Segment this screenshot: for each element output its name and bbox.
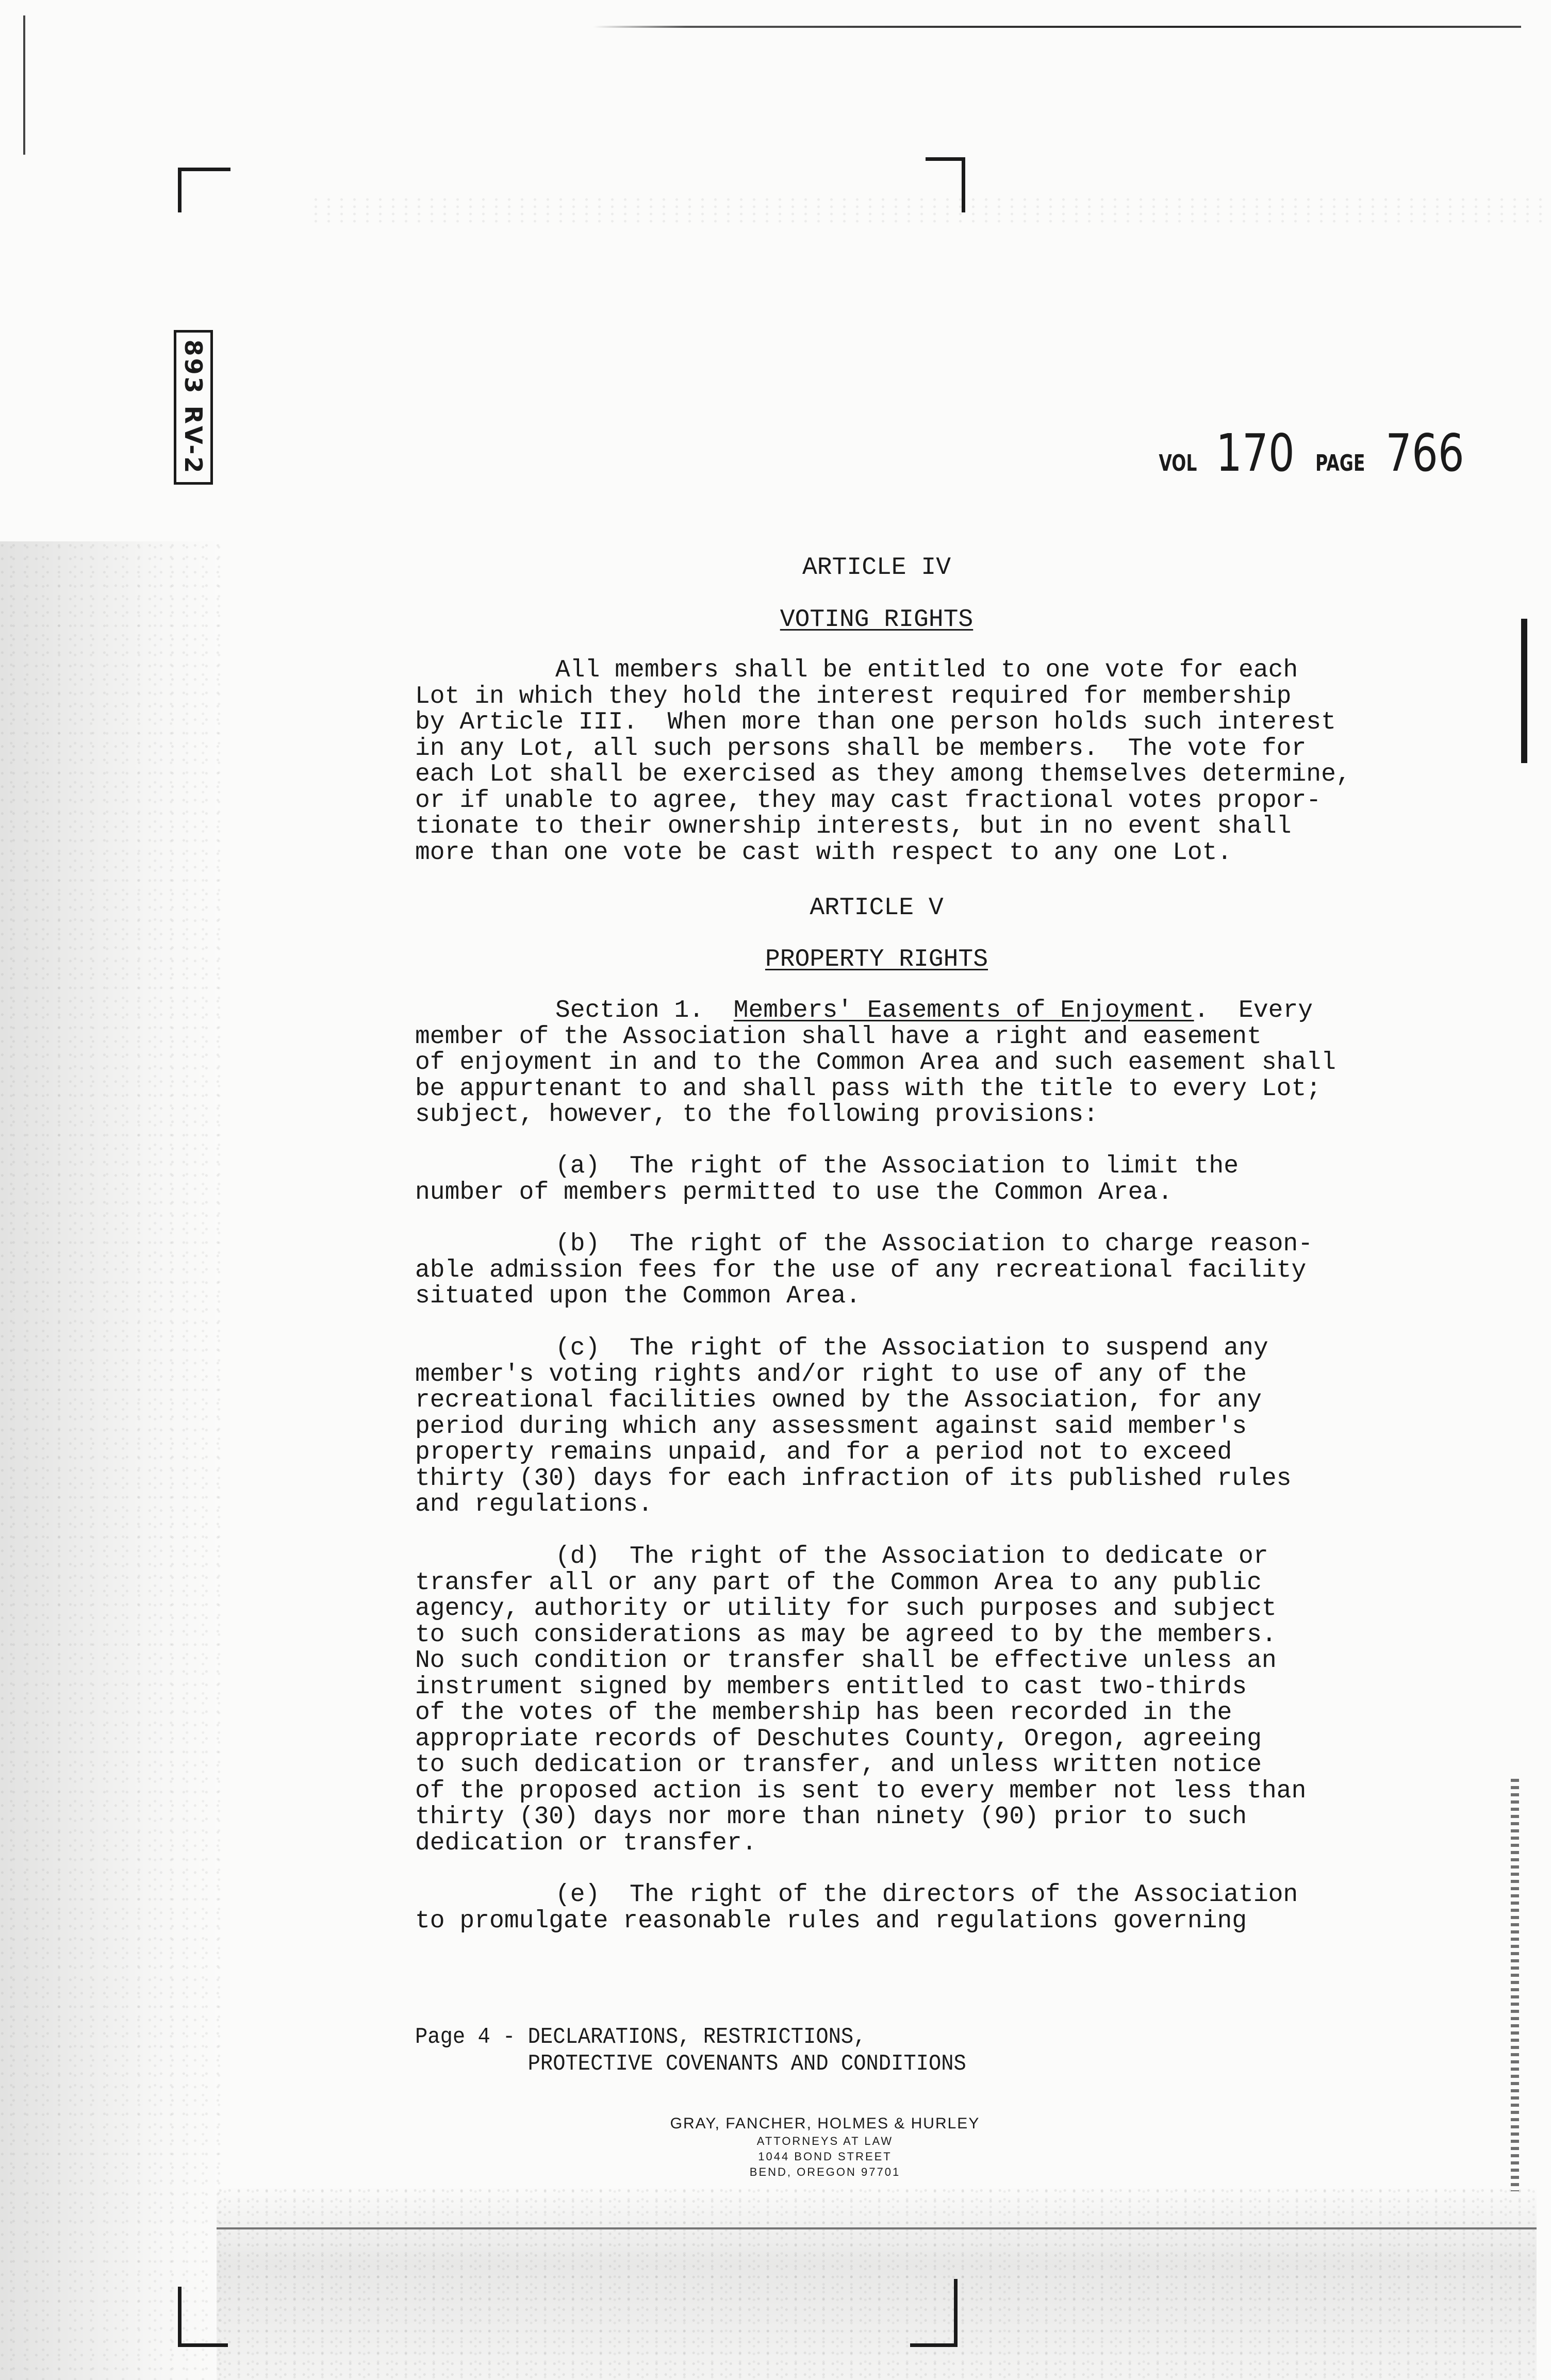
left-edge-line xyxy=(23,15,25,155)
firm-line-2: 1044 BOND STREET xyxy=(758,2150,892,2163)
page-label: PAGE xyxy=(1315,450,1365,476)
article-4-paragraph: All members shall be entitled to one vote for each Lot in which they hold the interest required for membership by Article III. When more than one person holds such interest in any Lot, all such persons shall be members. The vote for each Lot shall be exercised as they among themselves determine, or if unable to agree, they may cast fractional votes propor- tionate to their ownership interests, but in no event shall more than one vote be cast with respect to any one Lot. xyxy=(415,656,1351,867)
vol-page-stamp xyxy=(1152,423,1474,483)
provision-a: (a) The right of the Association to limit the number of members permitted to use the Common Area. xyxy=(415,1152,1239,1206)
provision-d: (d) The right of the Association to dedicate or transfer all or any part of the Common Area to any public agency, authority or utility for such purposes and subject to such considerations as may be agreed to by the members. No such condition or transfer shall be effective unless an instrument signed by members entitled to cast two-thirds of the votes of the membership has been recorded in the appropriate records of Deschutes County, Oregon, agreeing to such dedication or transfer, and unless written notice of the proposed action is sent to every member not less than thirty (30) days nor more than ninety (90) prior to such dedication or transfer. xyxy=(415,1543,1307,1857)
scan-noise-left xyxy=(0,541,222,2380)
bottom-edge-rule xyxy=(217,2227,1537,2229)
side-stamp-text: 893 RV-2 xyxy=(179,339,207,475)
firm-name: GRAY, FANCHER, HOLMES & HURLEY xyxy=(670,2115,980,2132)
law-firm-imprint xyxy=(567,2114,1083,2180)
scan-artifact-right-lower xyxy=(1511,1779,1519,2191)
page-number: 766 xyxy=(1385,423,1465,483)
firm-line-1: ATTORNEYS AT LAW xyxy=(756,2135,894,2147)
article-4-title: ARTICLE IV xyxy=(802,554,951,582)
side-stamp xyxy=(174,330,213,485)
provision-b: (b) The right of the Association to charge reason- able admission fees for the use of any recreational facility situated upon the Common Area. xyxy=(415,1230,1313,1310)
page-footer xyxy=(415,2024,966,2077)
section-1-heading: Members' Easements of Enjoyment xyxy=(733,997,1194,1024)
article-4-subtitle: VOTING RIGHTS xyxy=(780,606,974,634)
scan-noise-bottom xyxy=(217,2186,1537,2380)
crop-mark-top-right xyxy=(926,157,965,212)
crop-mark-top-left xyxy=(178,168,230,212)
article-5-subtitle: PROPERTY RIGHTS xyxy=(765,946,988,973)
scan-artifact-right xyxy=(1521,619,1527,763)
crop-mark-bottom-left xyxy=(178,2287,228,2347)
footer-line-1: Page 4 - DECLARATIONS, RESTRICTIONS, xyxy=(415,2024,866,2050)
top-edge-rule xyxy=(593,26,1521,28)
provision-c: (c) The right of the Association to suspend any member's voting rights and/or right to use of any of the recreational facilities owned by the Association, for any period during which any assessment against said member's property remains unpaid, and for a period not to exceed thirty (30) days for each infraction of its published rules and regulations. xyxy=(415,1334,1292,1518)
vol-number: 170 xyxy=(1215,423,1295,483)
firm-line-3: BEND, OREGON 97701 xyxy=(749,2166,901,2178)
article-5-title: ARTICLE V xyxy=(810,894,944,922)
crop-mark-bottom-right xyxy=(910,2279,958,2347)
vol-label: VOL xyxy=(1159,450,1197,476)
section-1-paragraph: Section 1. Members' Easements of Enjoyment. Every member of the Association shall have a right and easement of enjoyment in and to the Common Area and such easement shall be appurtenant to and shall pass with the title to every Lot; subject, however, to the following provisions: xyxy=(415,997,1336,1129)
provision-e: (e) The right of the directors of the Association to promulgate reasonable rules and regulations governing xyxy=(415,1881,1298,1935)
footer-line-2: PROTECTIVE COVENANTS AND CONDITIONS xyxy=(415,2051,966,2077)
